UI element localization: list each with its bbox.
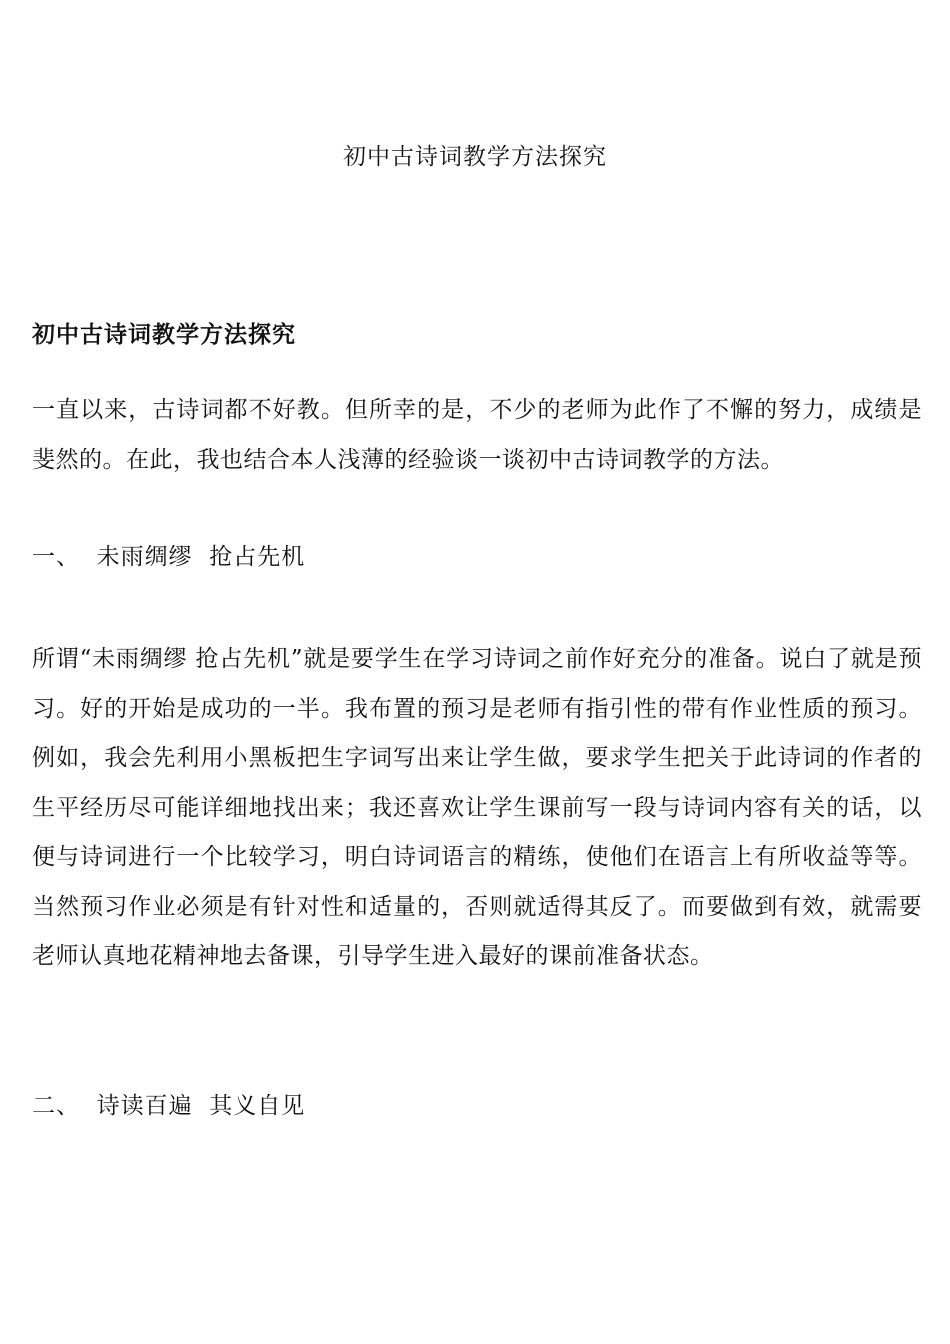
section-two-title: 二、 诗读百遍 其义自见	[32, 1093, 306, 1119]
document-title: 初中古诗词教学方法探究	[343, 144, 607, 170]
section-one-body: 所谓“未雨绸缪 抢占先机”就是要学生在学习诗词之前作好充分的准备。说白了就是预习。好的开始是成功的一半。我布置的预习是老师有指引性的带有作业性质的预习。例如，我会先利用小黑板把生字词写出来让学生做，要求学生把关于此诗词的作者的生平经历尽可能详细地找出来；我还喜欢让学生课前写一段与诗词内容有关的话，以便与诗词进行一个比较学习，明白诗词语言的精练，使他们在语言上有所收益等等。当然预习作业必须是有针对性和适量的，否则就适得其反了。而要做到有效，就需要老师认真地花精神地去备课，引导学生进入最好的课前准备状态。	[32, 646, 922, 969]
section-one-title: 一、 未雨绸缪 抢占先机	[32, 544, 306, 570]
intro-paragraph: 一直以来，古诗词都不好教。但所幸的是，不少的老师为此作了不懈的努力，成绩是斐然的。在此，我也结合本人浅薄的经验谈一谈初中古诗词教学的方法。	[32, 397, 922, 473]
article-heading: 初中古诗词教学方法探究	[32, 321, 296, 348]
